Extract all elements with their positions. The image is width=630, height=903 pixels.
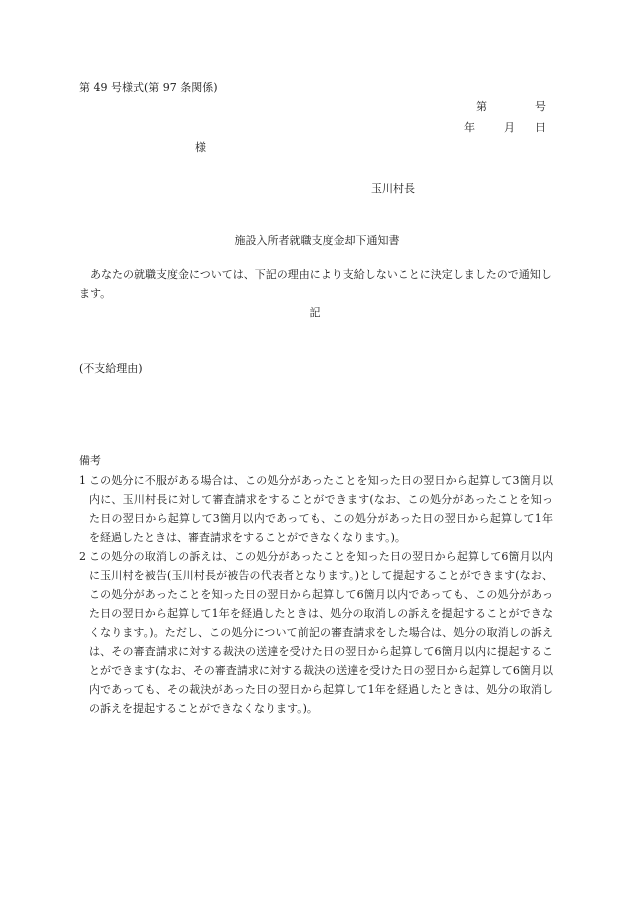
form-number: 第 49 号様式(第 97 条関係) bbox=[79, 81, 218, 94]
addressee: 様 bbox=[195, 141, 206, 154]
document-number-prefix: 第 bbox=[476, 100, 487, 113]
issuer: 玉川村長 bbox=[371, 182, 415, 195]
date-year: 年 bbox=[464, 121, 475, 134]
remark-item bbox=[79, 547, 553, 718]
reason-label: (不支給理由) bbox=[79, 362, 143, 375]
remark-number: 2 bbox=[79, 550, 86, 563]
document-number-suffix: 号 bbox=[535, 100, 546, 113]
remark-text: この処分の取消しの訴えは、この処分があったことを知った日の翌日から起算して6箇月以内に玉川村を被告(玉川村長が被告の代表者となります。)として提起することができます(なお、この処分があったことを知った日の翌日から起算して6箇月以内であっても、この処分があった日の翌日から起算して1年を経過したときは、処分の取消しの訴えを提起することができなくなります。)。ただし、この処分について前記の審査請求をした場合は、処分の取消しの訴えは、その審査請求に対する裁決の送達を受けた日の翌日から起算して6箇月以内に提起することができます(なお、その審査請求に対する裁決の送達を受けた日の翌日から起算して6箇月以内であっても、その裁決があった日の翌日から起算して1年を経過したときは、処分の取消しの訴えを提起することができなくなります。)。 bbox=[89, 550, 553, 715]
date-month: 月 bbox=[504, 121, 515, 134]
date-day: 日 bbox=[535, 121, 546, 134]
remark-number: 1 bbox=[79, 474, 86, 487]
remark-item bbox=[79, 471, 553, 547]
body-paragraph: あなたの就職支度金については、下記の理由により支給しないことに決定しましたので通知します。 bbox=[79, 268, 552, 300]
remarks-heading: 備考 bbox=[79, 454, 101, 467]
ki-marker: 記 bbox=[309, 306, 321, 319]
document-title: 施設入所者就職支度金却下通知書 bbox=[234, 234, 400, 247]
remarks-list bbox=[79, 471, 553, 718]
remark-text: この処分に不服がある場合は、この処分があったことを知った日の翌日から起算して3箇月以内に、玉川村長に対して審査請求をすることができます(なお、この処分があったことを知った日の翌日から起算して3箇月以内であっても、この処分があった日の翌日から起算して1年を経過したときは、審査請求をすることができなくなります。)。 bbox=[89, 474, 553, 544]
